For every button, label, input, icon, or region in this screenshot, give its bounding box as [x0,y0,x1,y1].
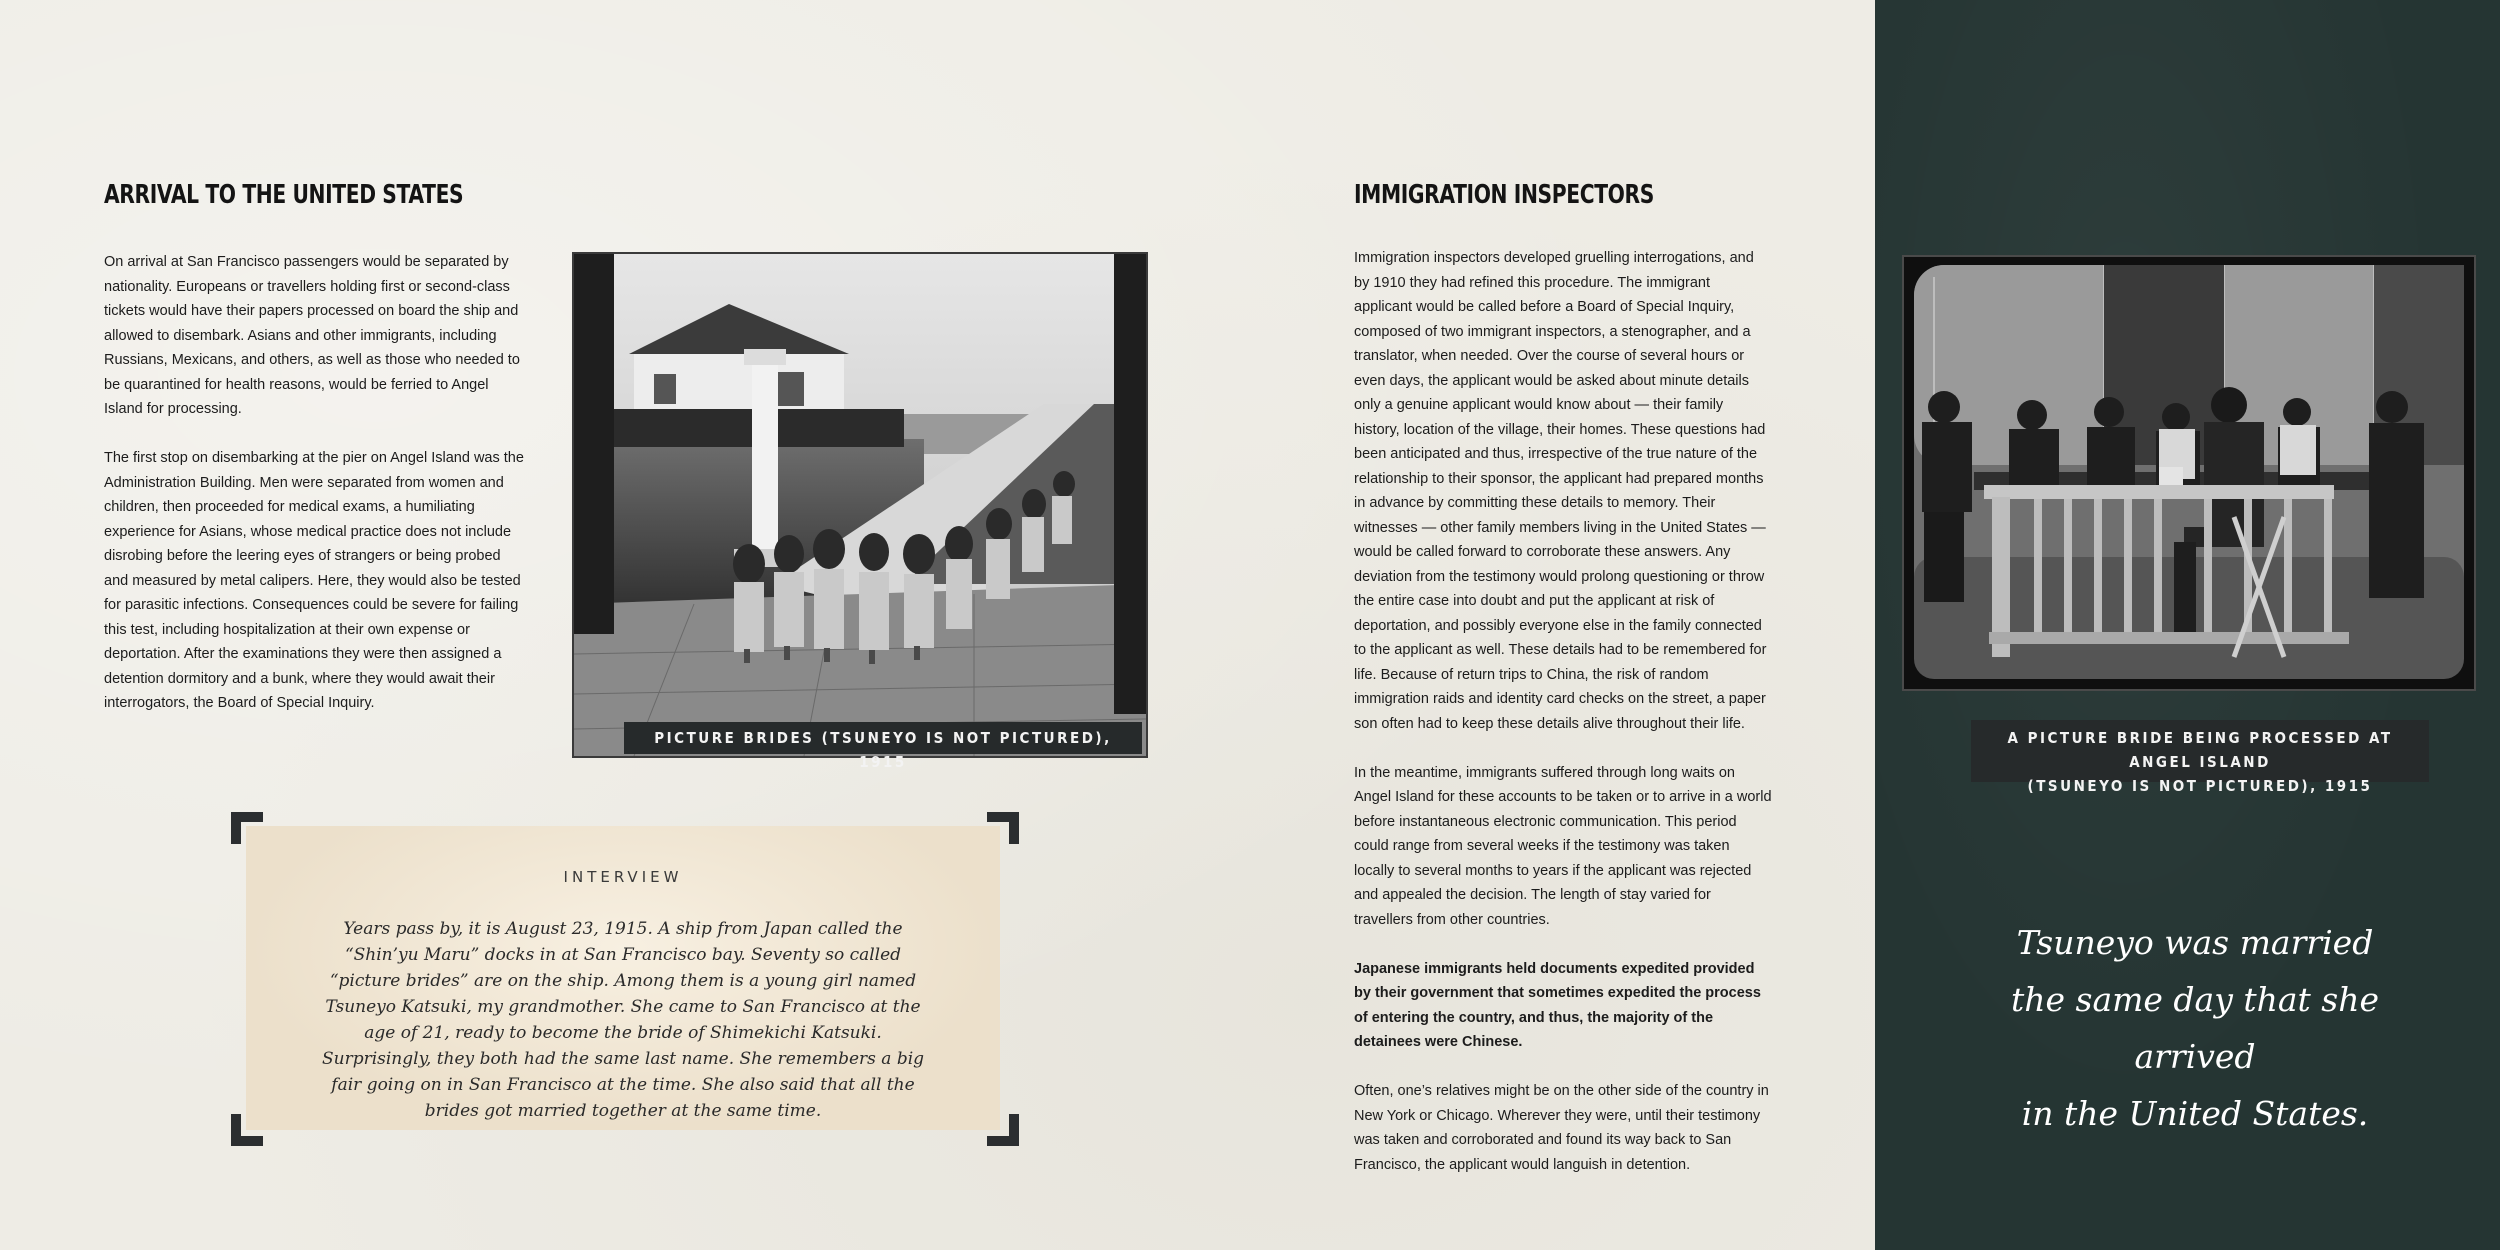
processing-caption-line2: (TSUNEYO IS NOT PICTURED), 1915 [2027,777,2373,795]
inspectors-body [1354,246,1772,1202]
arrival-heading: ARRIVAL TO THE UNITED STATES [104,180,464,210]
corner-bracket-top-left [231,812,263,844]
arrival-paragraph: The first stop on disembarking at the pier on Angel Island was the Administration Building. Men were separated from women and children, then proceeded for medical exams, a humiliating experience for Asians, whose medical practice does not include disrobing before the leering eyes of strangers or being probed and measured by metal calipers. Here, they would also be tested for parasitic infections. Consequences could be severe for failing this test, including hospitalization at their own expense or deportation. After the examinations they were then assigned a detention dormitory and a bunk, where they would await their interrogators, the Board of Special Inquiry. [104,450,524,711]
pull-quote-line1: Tsuneyo was married [2016,923,2374,962]
interview-box [246,826,1000,1130]
processing-caption-line1: A PICTURE BRIDE BEING PROCESSED AT ANGEL ISLAND [2007,729,2393,771]
processing-photo-caption [1971,720,2429,795]
inspectors-paragraph: Immigration inspectors developed gruelling interrogations, and by 1910 they had refined this procedure. The immigrant applicant would be called before a Board of Special Inquiry, composed of two immigrant inspectors, a stenographer, and a translator, when needed. Over the course of several hours or even days, the applicant would be asked about minute details only a genuine applicant would know about — their family history, location of the village, their homes. These questions had been anticipated and thus, irrespective of the true nature of the relationship to their sponsor, the applicant had prepared months in advance by committing these details to memory. Their witnesses — other family members living in the United States — would be called forward to corroborate these answers. Any deviation from the testimony would prolong questioning or throw the entire case into doubt and put the applicant at risk of deportation, and possibly everyone else in the family connected to the applicant as well. These details had to be remembered for life. Because of return trips to China, the risk of random immigration raids and identity card checks on the street, a paper son often had to keep these details alive throughout their life. [1354,250,1767,732]
inspectors-paragraph: In the meantime, immigrants suffered through long waits on Angel Island for these accounts to be taken or to arrive in a world before instantaneous electronic communication. This period could range from several weeks if the testimony was taken locally to several months to years if the applicant was rejected and appealed the decision. The length of stay varied for travellers from other countries. [1354,764,1772,928]
inspectors-paragraph-bold: Japanese immigrants held documents expedited provided by their government that sometimes expedited the process of entering the country, and thus, the majority of the detainees were Chinese. [1354,960,1761,1050]
arrival-body [104,250,524,740]
corner-bracket-top-right [987,812,1019,844]
processing-photo [1902,255,2476,691]
corner-bracket-bottom-left [231,1114,263,1146]
hearing-photo-illustration [1904,257,2474,689]
pull-quote [1960,914,2430,1142]
picture-brides-caption: PICTURE BRIDES (TSUNEYO IS NOT PICTURED), 1915 [624,722,1142,754]
inspectors-paragraph: Often, one’s relatives might be on the other side of the country in New York or Chicago. Wherever they were, until their testimony was taken and corroborated and found its way back to San Francisco, the applicant would languish in detention. [1354,1083,1769,1173]
pull-quote-line2: the same day that she arrived [2010,980,2380,1076]
interview-label: INTERVIEW [563,868,683,886]
pier-photo-illustration [574,254,1146,756]
pull-quote-line3: in the United States. [2021,1094,2369,1133]
corner-bracket-bottom-right [987,1114,1019,1146]
picture-brides-photo [572,252,1148,758]
interview-text: Years pass by, it is August 23, 1915. A ship from Japan called the “Shin’yu Maru” docks in at San Francisco bay. Seventy so called “picture brides” are on the ship. Among them is a young girl named Tsuneyo Katsuki, my grandmother. She came to San Francisco at the age of 21, ready to become the bride of Shimekichi Katsuki. Surprisingly, they both had the same last name. She remembers a big fair going on in San Francisco at the time. She also said that all the brides got married together at the same time. [321,919,925,1121]
inspectors-heading: IMMIGRATION INSPECTORS [1354,180,1654,210]
arrival-paragraph: On arrival at San Francisco passengers would be separated by nationality. Europeans or travellers holding first or second-class tickets would have their papers processed on board the ship and allowed to disembark. Asians and other immigrants, including Russians, Mexicans, and others, as well as those who needed to be quarantined for health reasons, would be ferried to Angel Island for processing. [104,254,520,417]
